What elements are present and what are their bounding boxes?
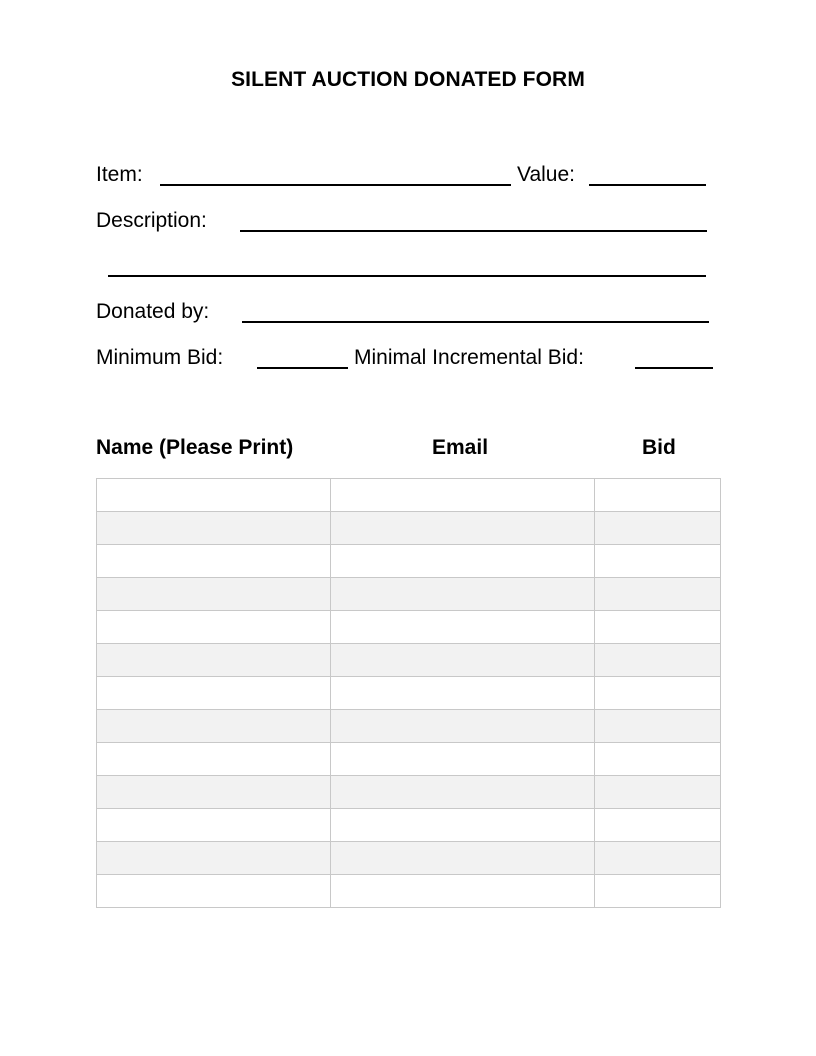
minimum-bid-field[interactable] <box>257 367 348 369</box>
bid-cell[interactable] <box>595 479 721 512</box>
column-header-bid: Bid <box>642 436 676 459</box>
description-field-line-1[interactable] <box>240 230 707 232</box>
name-cell[interactable] <box>97 743 331 776</box>
table-row <box>97 644 721 677</box>
donated-by-label: Donated by: <box>96 300 210 323</box>
item-label: Item: <box>96 163 143 186</box>
name-cell[interactable] <box>97 578 331 611</box>
bid-cell[interactable] <box>595 644 721 677</box>
bid-cell[interactable] <box>595 512 721 545</box>
description-field-line-2[interactable] <box>108 275 706 277</box>
bid-cell[interactable] <box>595 677 721 710</box>
table-row <box>97 809 721 842</box>
email-cell[interactable] <box>331 743 595 776</box>
bid-cell[interactable] <box>595 710 721 743</box>
email-cell[interactable] <box>331 644 595 677</box>
name-cell[interactable] <box>97 479 331 512</box>
table-row <box>97 677 721 710</box>
table-row <box>97 578 721 611</box>
table-row <box>97 545 721 578</box>
bid-cell[interactable] <box>595 776 721 809</box>
page-title: SILENT AUCTION DONATED FORM <box>231 68 585 91</box>
email-cell[interactable] <box>331 545 595 578</box>
name-cell[interactable] <box>97 545 331 578</box>
name-cell[interactable] <box>97 710 331 743</box>
table-row <box>97 512 721 545</box>
table-row <box>97 611 721 644</box>
bid-cell[interactable] <box>595 545 721 578</box>
email-cell[interactable] <box>331 677 595 710</box>
description-label: Description: <box>96 209 207 232</box>
name-cell[interactable] <box>97 875 331 908</box>
table-row <box>97 710 721 743</box>
email-cell[interactable] <box>331 776 595 809</box>
name-cell[interactable] <box>97 677 331 710</box>
table-row <box>97 479 721 512</box>
value-label: Value: <box>517 163 575 186</box>
incremental-bid-field[interactable] <box>635 367 713 369</box>
bid-cell[interactable] <box>595 875 721 908</box>
column-header-name: Name (Please Print) <box>96 436 294 459</box>
email-cell[interactable] <box>331 809 595 842</box>
bid-table <box>96 478 721 908</box>
email-cell[interactable] <box>331 875 595 908</box>
name-cell[interactable] <box>97 776 331 809</box>
name-cell[interactable] <box>97 611 331 644</box>
item-field[interactable] <box>160 184 511 186</box>
bid-cell[interactable] <box>595 611 721 644</box>
value-field[interactable] <box>589 184 706 186</box>
column-header-email: Email <box>432 436 489 459</box>
donated-by-field[interactable] <box>242 321 709 323</box>
bid-table-body <box>97 479 721 908</box>
email-cell[interactable] <box>331 842 595 875</box>
email-cell[interactable] <box>331 512 595 545</box>
incremental-bid-label: Minimal Incremental Bid: <box>354 346 584 369</box>
bid-cell[interactable] <box>595 809 721 842</box>
table-row <box>97 842 721 875</box>
name-cell[interactable] <box>97 512 331 545</box>
table-row <box>97 743 721 776</box>
table-row <box>97 875 721 908</box>
email-cell[interactable] <box>331 578 595 611</box>
table-row <box>97 776 721 809</box>
minimum-bid-label: Minimum Bid: <box>96 346 224 369</box>
name-cell[interactable] <box>97 842 331 875</box>
email-cell[interactable] <box>331 611 595 644</box>
name-cell[interactable] <box>97 644 331 677</box>
bid-cell[interactable] <box>595 743 721 776</box>
email-cell[interactable] <box>331 710 595 743</box>
bid-cell[interactable] <box>595 578 721 611</box>
name-cell[interactable] <box>97 809 331 842</box>
bid-cell[interactable] <box>595 842 721 875</box>
email-cell[interactable] <box>331 479 595 512</box>
